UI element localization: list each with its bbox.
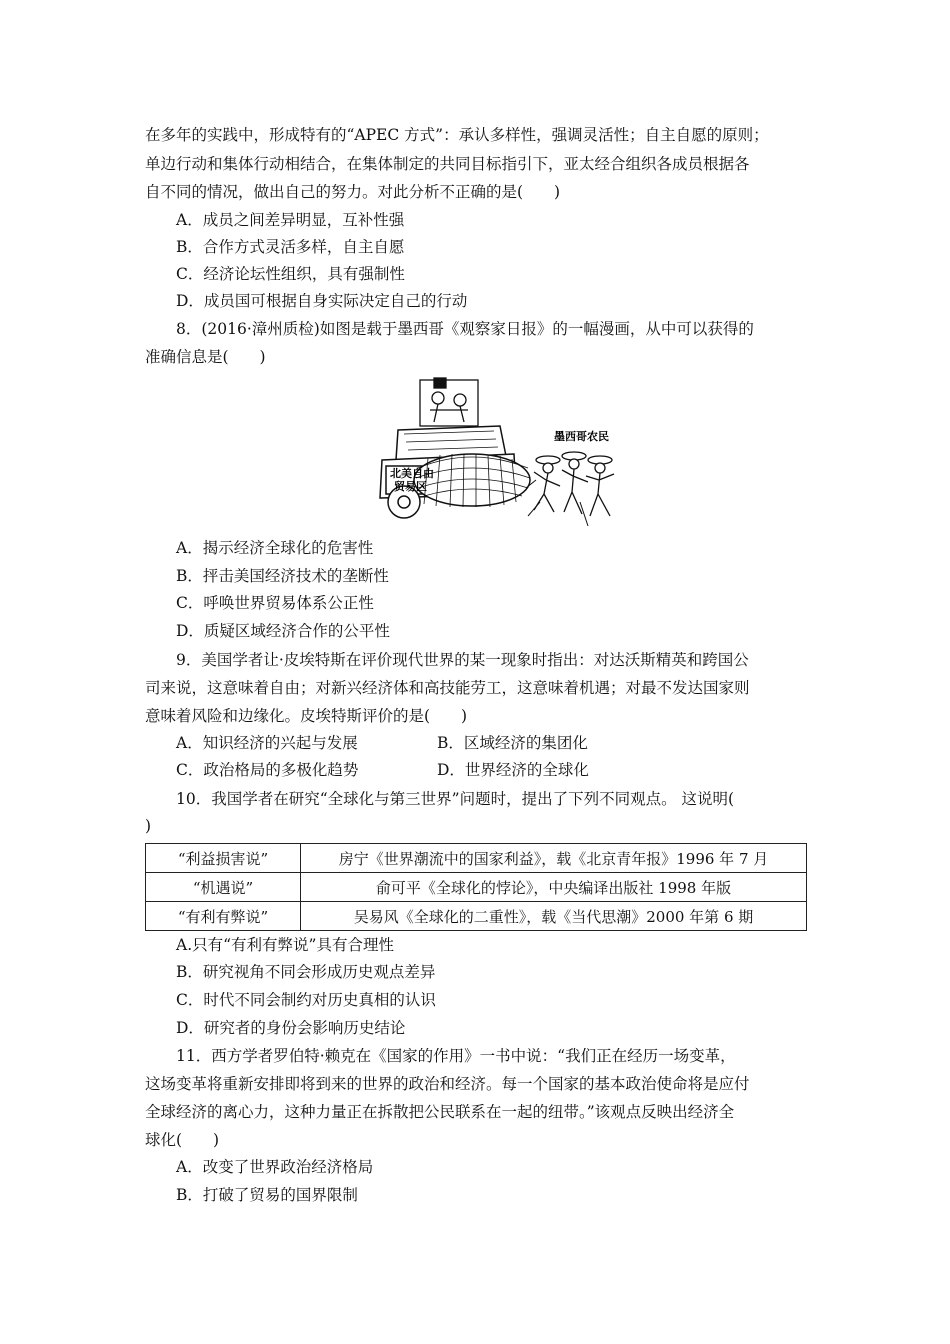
q10-option-c: C．时代不同会制约对历史真相的认识 (176, 991, 436, 1009)
q11-option-a: A．改变了世界政治经济格局 (176, 1158, 374, 1176)
table-cell-source: 俞可平《全球化的悖论》，中央编译出版社 1998 年版 (301, 873, 807, 902)
q10-option-b: B．研究视角不同会形成历史观点差异 (176, 963, 436, 981)
table-cell-source: 吴易风《全球化的二重性》，载《当代思潮》2000 年第 6 期 (301, 902, 807, 931)
q9-line-3: 意味着风险和边缘化。皮埃特斯评价的是( ) (145, 707, 468, 725)
q7-option-c: C．经济论坛性组织，具有强制性 (176, 265, 405, 283)
intro-line-2: 单边行动和集体行动相结合，在集体制定的共同目标指引下，亚太经合组织各成员根据各 (145, 155, 750, 173)
q9-option-b: B．区域经济的集团化 (437, 734, 588, 752)
q8-option-c: C．呼唤世界贸易体系公正性 (176, 594, 374, 612)
driver-figures (420, 378, 478, 426)
q11-line-3: 全球经济的离心力，这种力量正在拆散把公民联系在一起的纽带。”该观点反映出经济全 (145, 1103, 735, 1121)
intro-line-3: 自不同的情况，做出自己的努力。对此分析不正确的是( ) (145, 183, 561, 201)
q11-line-1: 11．西方学者罗伯特·赖克在《国家的作用》一书中说：“我们正在经历一场变革， (176, 1047, 736, 1065)
q10-line-2: ) (145, 817, 152, 835)
table-row (146, 873, 807, 902)
q8-line-2: 准确信息是( ) (145, 348, 266, 366)
q10-option-a: A.只有“有利有弊说”具有合理性 (176, 936, 394, 954)
cartoon-caption: 墨西哥农民 (554, 430, 609, 443)
roller-label-line-1: 北美自由 (390, 467, 434, 480)
table-cell-source: 房宁《世界潮流中的国家利益》，载《北京青年报》1996 年 7 月 (301, 844, 807, 873)
q11-line-2: 这场变革将重新安排即将到来的世界的政治和经济。每一个国家的基本政治使命将是应付 (145, 1075, 750, 1093)
intro-line-1: 在多年的实践中，形成特有的“APEC 方式”：承认多样性，强调灵活性；自主自愿的原则； (145, 126, 769, 144)
viewpoints-table (145, 843, 807, 931)
table-row (146, 902, 807, 931)
q9-line-1: 9．美国学者让·皮埃特斯在评价现代世界的某一现象时指出：对达沃斯精英和跨国公 (176, 651, 749, 669)
q10-line-1: 10．我国学者在研究“全球化与第三世界”问题时，提出了下列不同观点。 这说明( (176, 790, 735, 808)
q11-line-4: 球化( ) (145, 1131, 220, 1149)
table-cell-viewpoint: “有利有弊说” (146, 902, 301, 931)
table-cell-viewpoint: “机遇说” (146, 873, 301, 902)
q9-option-a: A．知识经济的兴起与发展 (176, 734, 358, 752)
q8-option-d: D．质疑区域经济合作的公平性 (176, 622, 390, 640)
cartoon-illustration (368, 376, 630, 536)
q9-option-d: D．世界经济的全球化 (437, 761, 589, 779)
q9-line-2: 司来说，这意味着自由；对新兴经济体和高技能劳工，这意味着机遇；对最不发达国家则 (145, 679, 750, 697)
q9-option-c: C．政治格局的多极化趋势 (176, 761, 359, 779)
farmer-figures (526, 452, 614, 526)
q11-option-b: B．打破了贸易的国界限制 (176, 1186, 358, 1204)
q7-option-d: D．成员国可根据自身实际决定自己的行动 (176, 292, 468, 310)
q7-option-a: A．成员之间差异明显，互补性强 (176, 211, 405, 229)
q8-option-a: A．揭示经济全球化的危害性 (176, 539, 374, 557)
table-cell-viewpoint: “利益损害说” (146, 844, 301, 873)
q8-option-b: B．抨击美国经济技术的垄断性 (176, 567, 389, 585)
q7-option-b: B．合作方式灵活多样，自主自愿 (176, 238, 405, 256)
roller-label-line-2: 贸易区 (394, 480, 427, 493)
table-row (146, 844, 807, 873)
q10-option-d: D．研究者的身份会影响历史结论 (176, 1019, 406, 1037)
q8-line-1: 8．(2016·漳州质检)如图是载于墨西哥《观察家日报》的一幅漫画，从中可以获得的 (176, 320, 754, 338)
